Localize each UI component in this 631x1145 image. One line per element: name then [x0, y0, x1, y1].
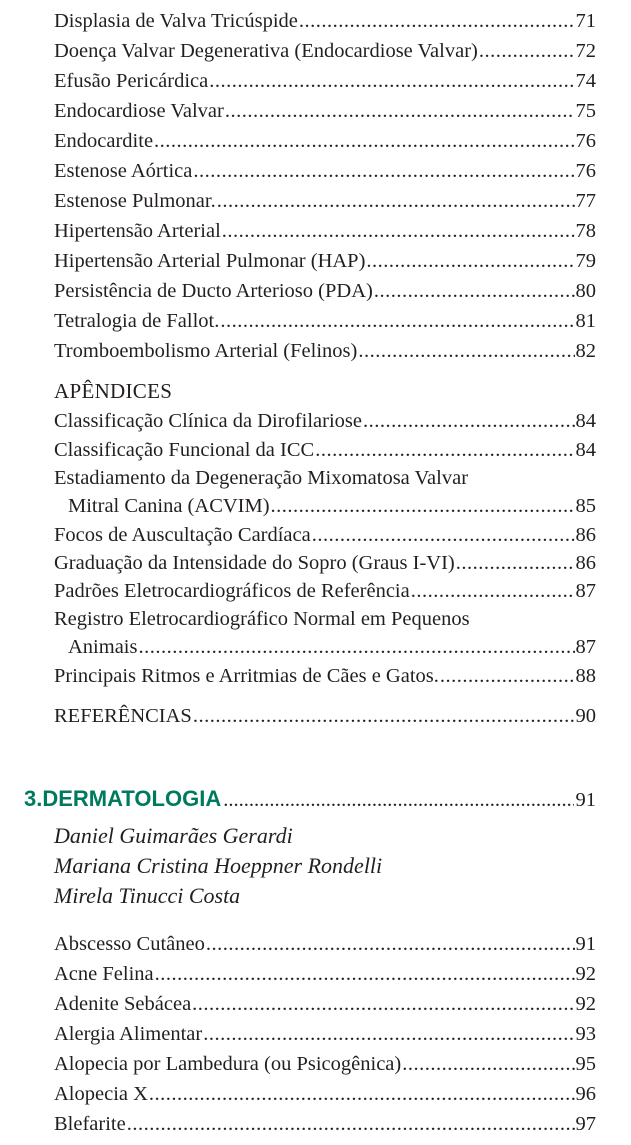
toc-entry	[54, 989, 596, 1019]
toc-entry	[54, 186, 596, 216]
toc-entry-label: Estenose Pulmonar.	[54, 190, 216, 212]
toc-entry-label: Abscesso Cutâneo	[54, 933, 205, 955]
toc-entry-label: Adenite Sebácea	[54, 993, 192, 1015]
toc-entry-page: 72	[575, 40, 596, 62]
toc-entry	[54, 126, 596, 156]
appendix-entry-page: 85	[575, 495, 596, 517]
toc-entry-page: 92	[575, 963, 596, 985]
appendix-entry-page: 84	[575, 410, 596, 432]
dot-leader	[155, 959, 575, 989]
appendix-entry-label: Classificação Clínica da Dirofilariose	[54, 410, 362, 432]
toc-entry-label: Blefarite	[54, 1113, 126, 1135]
toc-entry-label: Persistência de Ducto Arterioso (PDA)	[54, 280, 373, 302]
toc-entry-page: 81	[575, 310, 596, 332]
chapter-author: Mirela Tinucci Costa	[54, 883, 241, 908]
appendix-entry	[54, 661, 596, 691]
dot-leader	[402, 1049, 574, 1079]
chapter-author: Mariana Cristina Hoeppner Rondelli	[54, 853, 383, 878]
toc-entry-label: Doença Valvar Degenerativa (Endocardiose Valvar)	[54, 40, 478, 62]
toc-entry-label: Alopecia X	[54, 1083, 148, 1105]
dot-leader	[209, 66, 574, 96]
dot-leader	[440, 661, 575, 691]
toc-entry-page: 71	[575, 10, 596, 32]
references-page: 90	[575, 705, 596, 727]
appendix-entry	[54, 520, 596, 550]
toc-entry-label: Alopecia por Lambedura (ou Psicogênica)	[54, 1053, 402, 1075]
chapter-number: 3.	[24, 786, 43, 811]
toc-entry	[54, 929, 596, 959]
toc-entry-page: 80	[575, 280, 596, 302]
dot-leader	[220, 306, 574, 336]
dot-leader	[222, 216, 575, 246]
appendix-entry	[54, 435, 596, 465]
dot-leader	[358, 336, 574, 366]
appendix-entry-label: Classificação Funcional da ICC	[54, 439, 315, 461]
appendix-entry-label: Padrões Eletrocardiográficos de Referência	[54, 580, 410, 602]
toc-entry-page: 76	[575, 160, 596, 182]
toc-entry-label: Endocardite	[54, 130, 154, 152]
references-label: REFERÊNCIAS	[54, 705, 192, 727]
dot-leader	[203, 1019, 574, 1049]
toc-entry-page: 91	[575, 933, 596, 955]
toc-entry	[54, 1049, 596, 1079]
toc-entry-label: Displasia de Valva Tricúspide	[54, 10, 298, 32]
references-entry	[54, 701, 596, 731]
toc-entry-label: Hipertensão Arterial Pulmonar (HAP)	[54, 250, 366, 272]
toc-entry	[54, 306, 596, 336]
appendix-entry-page: 84	[575, 439, 596, 461]
dot-leader	[299, 6, 575, 36]
toc-entry	[54, 959, 596, 989]
toc-entry	[54, 36, 596, 66]
dot-leader	[154, 126, 574, 156]
toc-entry-label: Hipertensão Arterial	[54, 220, 221, 242]
toc-entry-page: 74	[575, 70, 596, 92]
chapter-author: Daniel Guimarães Gerardi	[54, 823, 293, 848]
dot-leader	[193, 701, 575, 731]
dot-leader	[374, 276, 575, 306]
appendix-entry-label: Graduação da Intensidade do Sopro (Graus I-VI)	[54, 552, 455, 574]
appendix-entry-line1: Estadiamento da Degeneração Mixomatosa Valvar	[54, 467, 469, 489]
toc-entry-page: 77	[575, 190, 596, 212]
toc-entry-page: 97	[575, 1113, 596, 1135]
appendix-entry-page: 86	[575, 524, 596, 546]
dot-leader	[271, 491, 575, 521]
appendix-entry-label: Focos de Auscultação Cardíaca	[54, 524, 311, 546]
toc-entry-label: Alergia Alimentar	[54, 1023, 203, 1045]
appendix-entry	[68, 491, 596, 521]
toc-entry-page: 93	[575, 1023, 596, 1045]
toc-entry	[54, 1079, 596, 1109]
appendix-entry	[54, 576, 596, 606]
toc-entry-label: Tromboembolismo Arterial (Felinos)	[54, 340, 358, 362]
toc-entry-page: 75	[575, 100, 596, 122]
chapter-title: DERMATOLOGIA	[42, 786, 222, 811]
appendix-entry-page: 87	[575, 636, 596, 658]
dot-leader	[312, 520, 575, 550]
toc-entry-page: 96	[575, 1083, 596, 1105]
toc-entry-label: Endocardiose Valvar	[54, 100, 224, 122]
dot-leader	[206, 929, 575, 959]
dot-leader	[225, 96, 575, 126]
toc-entry-page: 92	[575, 993, 596, 1015]
chapter-page: 91	[575, 789, 596, 811]
dot-leader	[217, 186, 575, 216]
chapter-heading	[24, 783, 596, 815]
toc-entry	[54, 336, 596, 366]
toc-entry	[54, 246, 596, 276]
appendix-entry-label: Mitral Canina (ACVIM)	[68, 495, 270, 517]
dot-leader	[149, 1079, 575, 1109]
appendix-entry	[54, 406, 596, 436]
dot-leader	[366, 246, 574, 276]
toc-entry	[54, 6, 596, 36]
dot-leader	[315, 435, 574, 465]
dot-leader	[479, 36, 575, 66]
appendices-heading: APÊNDICES	[54, 379, 173, 403]
appendix-entry	[54, 548, 596, 578]
appendix-entry	[68, 632, 596, 662]
appendix-entry-line1: Registro Eletrocardiográfico Normal em Pequenos	[54, 608, 470, 630]
appendix-entry-page: 87	[575, 580, 596, 602]
toc-entry-label: Efusão Pericárdica	[54, 70, 209, 92]
toc-entry-label: Acne Felina	[54, 963, 154, 985]
toc-entry-page: 79	[575, 250, 596, 272]
toc-entry-page: 76	[575, 130, 596, 152]
toc-entry	[54, 1019, 596, 1049]
toc-entry-page: 78	[575, 220, 596, 242]
dot-leader	[127, 1109, 575, 1139]
appendix-entry-page: 88	[575, 665, 596, 687]
toc-entry	[54, 66, 596, 96]
toc-entry	[54, 1109, 596, 1139]
appendix-entry-page: 86	[575, 552, 596, 574]
toc-entry	[54, 96, 596, 126]
toc-entry	[54, 156, 596, 186]
dot-leader	[456, 548, 575, 578]
toc-entry-page: 95	[575, 1053, 596, 1075]
dot-leader	[223, 784, 573, 816]
toc-entry	[54, 276, 596, 306]
dot-leader	[363, 406, 575, 436]
dot-leader	[411, 576, 575, 606]
dot-leader	[192, 989, 574, 1019]
appendix-entry-label: Animais	[68, 636, 138, 658]
toc-entry	[54, 216, 596, 246]
dot-leader	[193, 156, 574, 186]
toc-entry-label: Estenose Aórtica	[54, 160, 193, 182]
toc-entry-page: 82	[575, 340, 596, 362]
toc-entry-label: Tetralogia de Fallot.	[54, 310, 220, 332]
dot-leader	[138, 632, 574, 662]
appendix-entry-label: Principais Ritmos e Arritmias de Cães e Gatos.	[54, 665, 439, 687]
